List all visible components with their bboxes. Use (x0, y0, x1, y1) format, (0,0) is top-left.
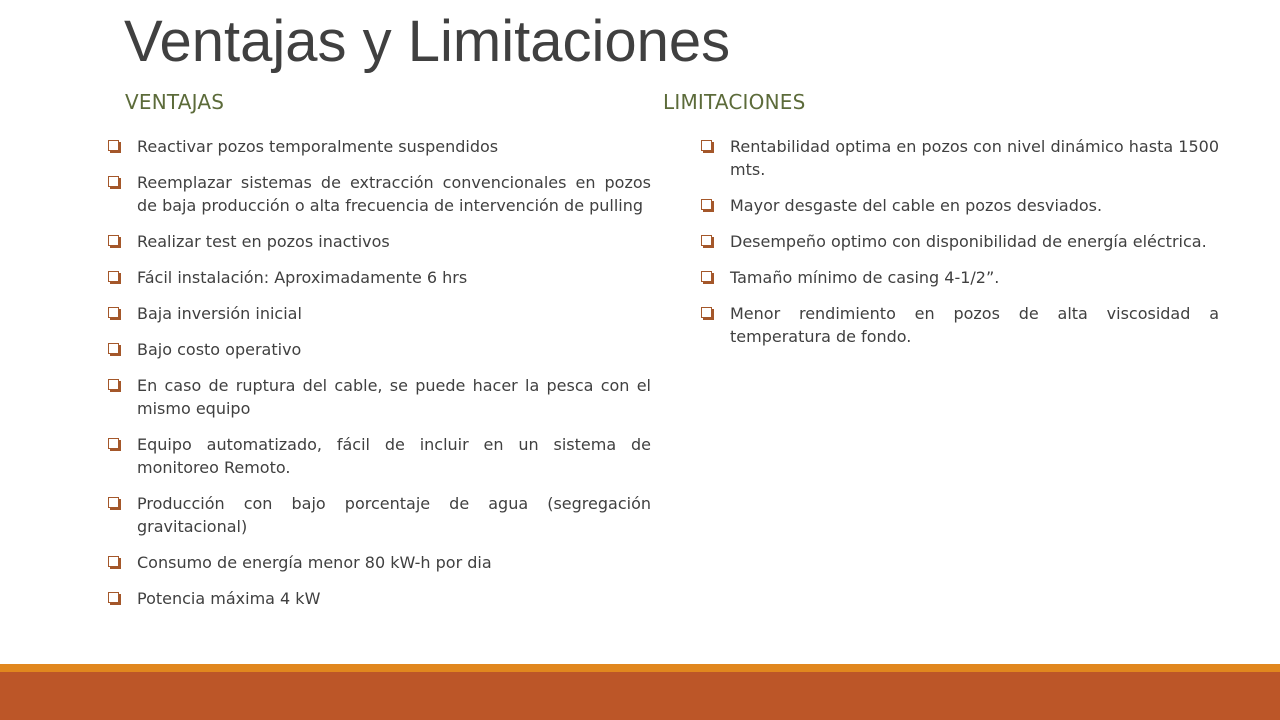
checkbox-square-icon (701, 199, 712, 210)
limitaciones-item (699, 194, 1219, 217)
checkbox-square-icon (108, 140, 119, 151)
limitaciones-item-text: Desempeño optimo con disponibilidad de energía eléctrica. (730, 232, 1207, 251)
ventajas-item (106, 266, 651, 289)
ventajas-heading: VENTAJAS (125, 90, 225, 114)
ventajas-item (106, 230, 651, 253)
limitaciones-heading: LIMITACIONES (663, 90, 806, 114)
checkbox-square-icon (108, 556, 119, 567)
ventajas-item-text: Potencia máxima 4 kW (137, 589, 321, 608)
limitaciones-item (699, 135, 1219, 181)
ventajas-item (106, 135, 651, 158)
ventajas-item (106, 551, 651, 574)
ventajas-item (106, 492, 651, 538)
limitaciones-item (699, 302, 1219, 348)
ventajas-item (106, 338, 651, 361)
limitaciones-item-text: Rentabilidad optima en pozos con nivel dinámico hasta 1500 mts. (730, 137, 1219, 179)
ventajas-item (106, 302, 651, 325)
limitaciones-item-text: Tamaño mínimo de casing 4-1/2”. (730, 268, 1000, 287)
ventajas-item-text: Equipo automatizado, fácil de incluir en un sistema de monitoreo Remoto. (137, 435, 651, 477)
ventajas-item-text: En caso de ruptura del cable, se puede hacer la pesca con el mismo equipo (137, 376, 651, 418)
limitaciones-item-text: Menor rendimiento en pozos de alta viscosidad a temperatura de fondo. (730, 304, 1219, 346)
limitaciones-item-text: Mayor desgaste del cable en pozos desviados. (730, 196, 1103, 215)
ventajas-item (106, 374, 651, 420)
slide-title: Ventajas y Limitaciones (124, 9, 731, 74)
checkbox-square-icon (108, 307, 119, 318)
ventajas-item-text: Bajo costo operativo (137, 340, 302, 359)
checkbox-square-icon (108, 438, 119, 449)
checkbox-square-icon (108, 271, 119, 282)
ventajas-item (106, 433, 651, 479)
limitaciones-list (699, 135, 1219, 361)
checkbox-square-icon (108, 176, 119, 187)
footer-band (0, 672, 1280, 720)
ventajas-item-text: Reactivar pozos temporalmente suspendidos (137, 137, 499, 156)
limitaciones-item (699, 266, 1219, 289)
checkbox-square-icon (701, 140, 712, 151)
ventajas-item (106, 587, 651, 610)
checkbox-square-icon (108, 497, 119, 508)
ventajas-list (106, 135, 651, 623)
ventajas-item-text: Reemplazar sistemas de extracción convencionales en pozos de baja producción o alta frecuencia de intervención de pulling (137, 173, 651, 215)
ventajas-item-text: Fácil instalación: Aproximadamente 6 hrs (137, 268, 468, 287)
ventajas-item-text: Realizar test en pozos inactivos (137, 232, 390, 251)
checkbox-square-icon (701, 307, 712, 318)
checkbox-square-icon (108, 592, 119, 603)
checkbox-square-icon (108, 379, 119, 390)
ventajas-item-text: Consumo de energía menor 80 kW-h por dia (137, 553, 492, 572)
ventajas-item-text: Baja inversión inicial (137, 304, 302, 323)
ventajas-item-text: Producción con bajo porcentaje de agua (segregación gravitacional) (137, 494, 651, 536)
ventajas-item (106, 171, 651, 217)
limitaciones-item (699, 230, 1219, 253)
checkbox-square-icon (701, 271, 712, 282)
checkbox-square-icon (108, 235, 119, 246)
checkbox-square-icon (108, 343, 119, 354)
footer-accent-stripe (0, 664, 1280, 672)
checkbox-square-icon (701, 235, 712, 246)
